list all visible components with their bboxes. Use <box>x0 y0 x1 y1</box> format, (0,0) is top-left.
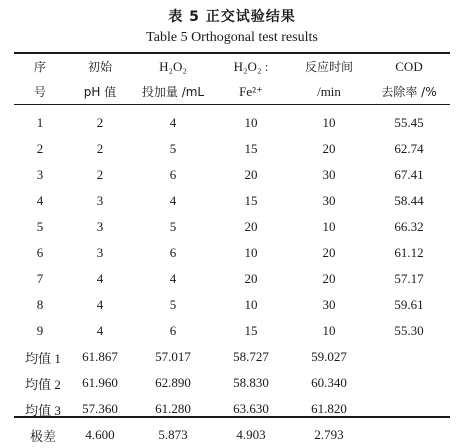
table-cell: 6 <box>169 245 177 260</box>
table-cell: 59.61 <box>394 297 424 312</box>
header-row-2 <box>14 79 450 104</box>
data-row <box>14 104 450 136</box>
header-cell: H₂O₂ : <box>233 58 269 74</box>
table-cell: 5 <box>169 219 177 234</box>
table-cell: 6 <box>169 323 177 338</box>
table-cell: 61.960 <box>82 375 118 390</box>
table-cell: 61.867 <box>82 349 118 364</box>
row-label-cell: 均值 1 <box>25 350 61 366</box>
table-cell: 4 <box>169 271 177 286</box>
table-cell: 15 <box>244 141 258 156</box>
row-label-cell: 均值 2 <box>25 376 61 392</box>
table-cell <box>368 370 450 396</box>
table-cell <box>368 396 450 422</box>
stats-row <box>14 422 450 448</box>
table-cell: 2 <box>96 115 104 130</box>
table-cell: 62.890 <box>155 375 191 390</box>
row-label-cell: 极差 <box>29 428 56 444</box>
data-row <box>14 240 450 266</box>
table-cell: 5.873 <box>158 427 188 442</box>
header-cell: /min <box>317 83 341 99</box>
results-table <box>14 54 450 448</box>
table-cell: 20 <box>244 167 258 182</box>
data-row <box>14 266 450 292</box>
table-cell: 67.41 <box>394 167 424 182</box>
table-cell: 55.30 <box>394 323 424 338</box>
table-cell: 4 <box>96 297 104 312</box>
table-cell: 3 <box>36 167 44 182</box>
table-cell: 60.340 <box>311 375 347 390</box>
data-row <box>14 162 450 188</box>
data-row <box>14 136 450 162</box>
table-cell: 10 <box>322 219 336 234</box>
table-cell: 2 <box>36 141 44 156</box>
table-cell: 10 <box>244 115 258 130</box>
table-cell: 57.017 <box>155 349 191 364</box>
table-cell: 4.903 <box>236 427 266 442</box>
table-cell: 3 <box>96 193 104 208</box>
table-cell: 4 <box>169 193 177 208</box>
row-label-cell: 均值 3 <box>25 402 61 418</box>
table-cell: 2 <box>96 141 104 156</box>
stats-row <box>14 370 450 396</box>
table-cell: 10 <box>244 245 258 260</box>
table-cell: 20 <box>322 141 336 156</box>
header-cell: COD <box>395 58 423 74</box>
table-cell: 2 <box>96 167 104 182</box>
table-cell: 6 <box>169 167 177 182</box>
table-cell: 15 <box>244 323 258 338</box>
stats-row <box>14 344 450 370</box>
table-cell: 58.830 <box>233 375 269 390</box>
header-cell: 号 <box>33 85 46 99</box>
table-caption-en: Table 5 Orthogonal test results <box>146 30 318 45</box>
table-cell: 3 <box>96 219 104 234</box>
data-row <box>14 318 450 344</box>
table-cell: 4.600 <box>85 427 115 442</box>
table-cell: 30 <box>322 297 336 312</box>
header-cell: pH 值 <box>83 85 117 99</box>
header-row-1 <box>14 54 450 79</box>
data-row <box>14 214 450 240</box>
table-cell: 1 <box>36 115 44 130</box>
table-cell: 4 <box>36 193 44 208</box>
header-cell: Fe²⁺ <box>239 83 263 99</box>
table-cell: 5 <box>36 219 44 234</box>
table-cell <box>368 344 450 370</box>
data-row <box>14 188 450 214</box>
table-cell: 20 <box>322 271 336 286</box>
table-cell: 66.32 <box>394 219 424 234</box>
table-cell: 57.360 <box>82 401 118 416</box>
header-cell: 投加量 /mL <box>141 85 205 99</box>
table-cell: 61.280 <box>155 401 191 416</box>
table-cell <box>368 422 450 448</box>
table-cell: 4 <box>169 115 177 130</box>
table-cell: 55.45 <box>394 115 424 130</box>
table-cell: 58.727 <box>233 349 269 364</box>
table-cell: 62.74 <box>394 141 424 156</box>
table-cell: 20 <box>244 219 258 234</box>
table-cell: 15 <box>244 193 258 208</box>
table-cell: 57.17 <box>394 271 424 286</box>
table-cell: 5 <box>169 141 177 156</box>
data-row <box>14 292 450 318</box>
table-cell: 61.12 <box>394 245 424 260</box>
table-cell: 2.793 <box>314 427 344 442</box>
header-cell: 反应时间 <box>304 60 353 74</box>
header-cell: H₂O₂ <box>159 58 187 74</box>
table-cell: 30 <box>322 167 336 182</box>
table-cell: 10 <box>244 297 258 312</box>
table-cell: 5 <box>169 297 177 312</box>
table-caption-cn: 表 5 正交试验结果 <box>168 9 296 25</box>
table-cell: 3 <box>96 245 104 260</box>
table-cell: 9 <box>36 323 44 338</box>
table-cell: 4 <box>96 271 104 286</box>
table-cell: 59.027 <box>311 349 347 364</box>
table-cell: 4 <box>96 323 104 338</box>
table-cell: 10 <box>322 323 336 338</box>
table-cell: 20 <box>244 271 258 286</box>
table-cell: 6 <box>36 245 44 260</box>
table-cell: 63.630 <box>233 401 269 416</box>
header-cell: 序 <box>33 60 46 74</box>
table-cell: 20 <box>322 245 336 260</box>
stats-row <box>14 396 450 422</box>
header-cell: 去除率 /% <box>381 85 437 99</box>
header-cell: 初始 <box>87 60 112 74</box>
table-cell: 58.44 <box>394 193 424 208</box>
table-cell: 61.820 <box>311 401 347 416</box>
table-cell: 30 <box>322 193 336 208</box>
table-cell: 7 <box>36 271 44 286</box>
table-cell: 8 <box>36 297 44 312</box>
table-cell: 10 <box>322 115 336 130</box>
